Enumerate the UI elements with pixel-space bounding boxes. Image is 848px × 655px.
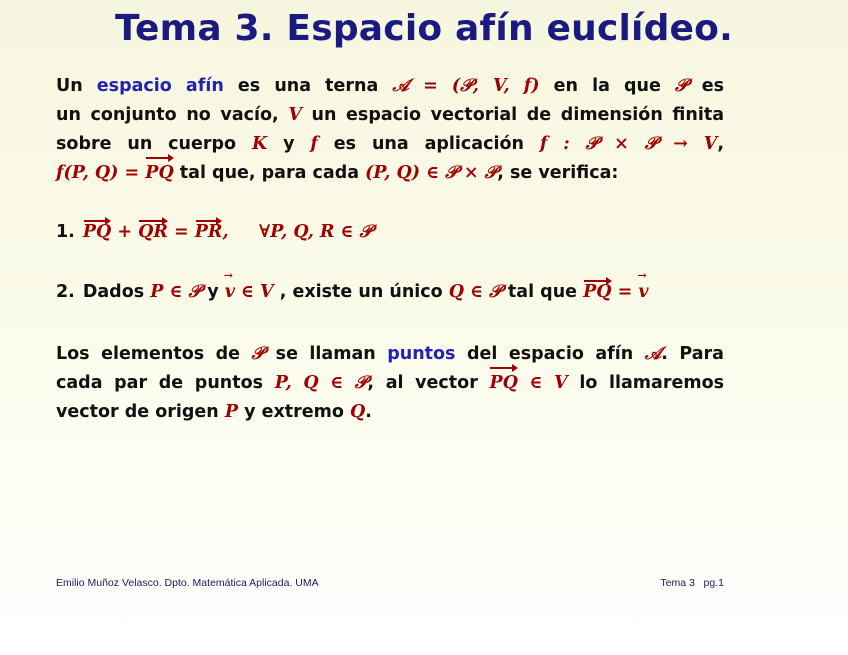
math-forall: , ∀P, Q, R ∈ 𝒫 [222, 222, 373, 242]
vector-pq: PQ [583, 282, 612, 302]
definition-line-3 [56, 130, 724, 159]
axiom-1 [56, 222, 372, 242]
text: del espacio afín [455, 344, 645, 364]
text: es [687, 76, 724, 96]
text: sobre un cuerpo [56, 134, 252, 154]
definition-line-1 [56, 72, 724, 101]
vector-v: v → [638, 282, 648, 302]
text: . Para [661, 344, 724, 364]
points-line-2 [56, 369, 724, 398]
math-set-p: 𝒫 [251, 344, 265, 364]
text: Un [56, 76, 97, 96]
math-plus: + [111, 222, 139, 242]
math-v: V [288, 105, 302, 125]
text: , al vector [367, 373, 490, 393]
text: lo llamaremos [567, 373, 725, 393]
math-p: P [224, 402, 239, 422]
math-pq-in-set: P, Q ∈ 𝒫 [274, 373, 368, 393]
vector-qr: QR [138, 222, 168, 242]
text: , se verifica: [497, 163, 619, 183]
item-number: 1. [56, 222, 75, 242]
math-pair: (P, Q) ∈ 𝒫 × 𝒫 [365, 163, 498, 183]
vector-pq: PQ [145, 159, 173, 188]
text: y [201, 282, 225, 302]
text: un conjunto no vacío, [56, 105, 289, 125]
math-q-in-set: Q ∈ 𝒫 [448, 282, 502, 302]
text: Dados [82, 282, 151, 302]
definition-line-2 [56, 101, 724, 130]
text: tal que, para cada [173, 163, 366, 183]
math-p-in-set: P ∈ 𝒫 [150, 282, 202, 302]
text: tal que [501, 282, 584, 302]
axiom-2 [56, 282, 649, 302]
vector-v: v → [225, 282, 235, 302]
text: cada par de puntos [56, 373, 275, 393]
points-paragraph [56, 340, 724, 427]
keyword-puntos: puntos [387, 344, 456, 364]
vector-pr: PR [194, 222, 223, 242]
math-f: f [310, 134, 318, 154]
math-in-v: ∈ V [517, 373, 568, 393]
definition-line-4 [56, 159, 724, 188]
math-k: K [251, 134, 268, 154]
text: se llaman [264, 344, 388, 364]
text: y [267, 134, 311, 154]
footer-page-number: Tema 3 pg.1 [660, 577, 724, 589]
footer-author: Emilio Muñoz Velasco. Dpto. Matemática Aplicada. UMA [56, 577, 319, 589]
math-q: Q [350, 402, 366, 422]
text: , [717, 134, 724, 154]
slide-title: Tema 3. Espacio afín euclídeo. [115, 8, 733, 49]
text: es una terna [223, 76, 393, 96]
item-number: 2. [56, 282, 75, 302]
math-affine-space: 𝒜 [644, 344, 662, 364]
text: . [365, 402, 372, 422]
points-line-3 [56, 398, 724, 427]
definition-paragraph [56, 72, 724, 188]
vector-pq: PQ [489, 369, 517, 398]
math-set-p: 𝒫 [674, 76, 688, 96]
text: Los elementos de [56, 344, 252, 364]
text: en la que [539, 76, 675, 96]
math-affine-space: 𝒜 = (𝒫, V, f) [392, 76, 540, 96]
keyword-espacio-afin: espacio afín [96, 76, 224, 96]
text: es una aplicación [317, 134, 540, 154]
math-equals: = [611, 282, 639, 302]
math-fpq: f(P, Q) = [56, 163, 146, 183]
math-in-v: ∈ V [234, 282, 274, 302]
text: , existe un único [273, 282, 449, 302]
text: un espacio vectorial de dimensión finita [301, 105, 725, 125]
points-line-1 [56, 340, 724, 369]
vector-pq: PQ [82, 222, 112, 242]
text: y extremo [238, 402, 350, 422]
math-map: f : 𝒫 × 𝒫 → V [539, 134, 718, 154]
text: vector de origen [56, 402, 225, 422]
math-equals: = [167, 222, 195, 242]
